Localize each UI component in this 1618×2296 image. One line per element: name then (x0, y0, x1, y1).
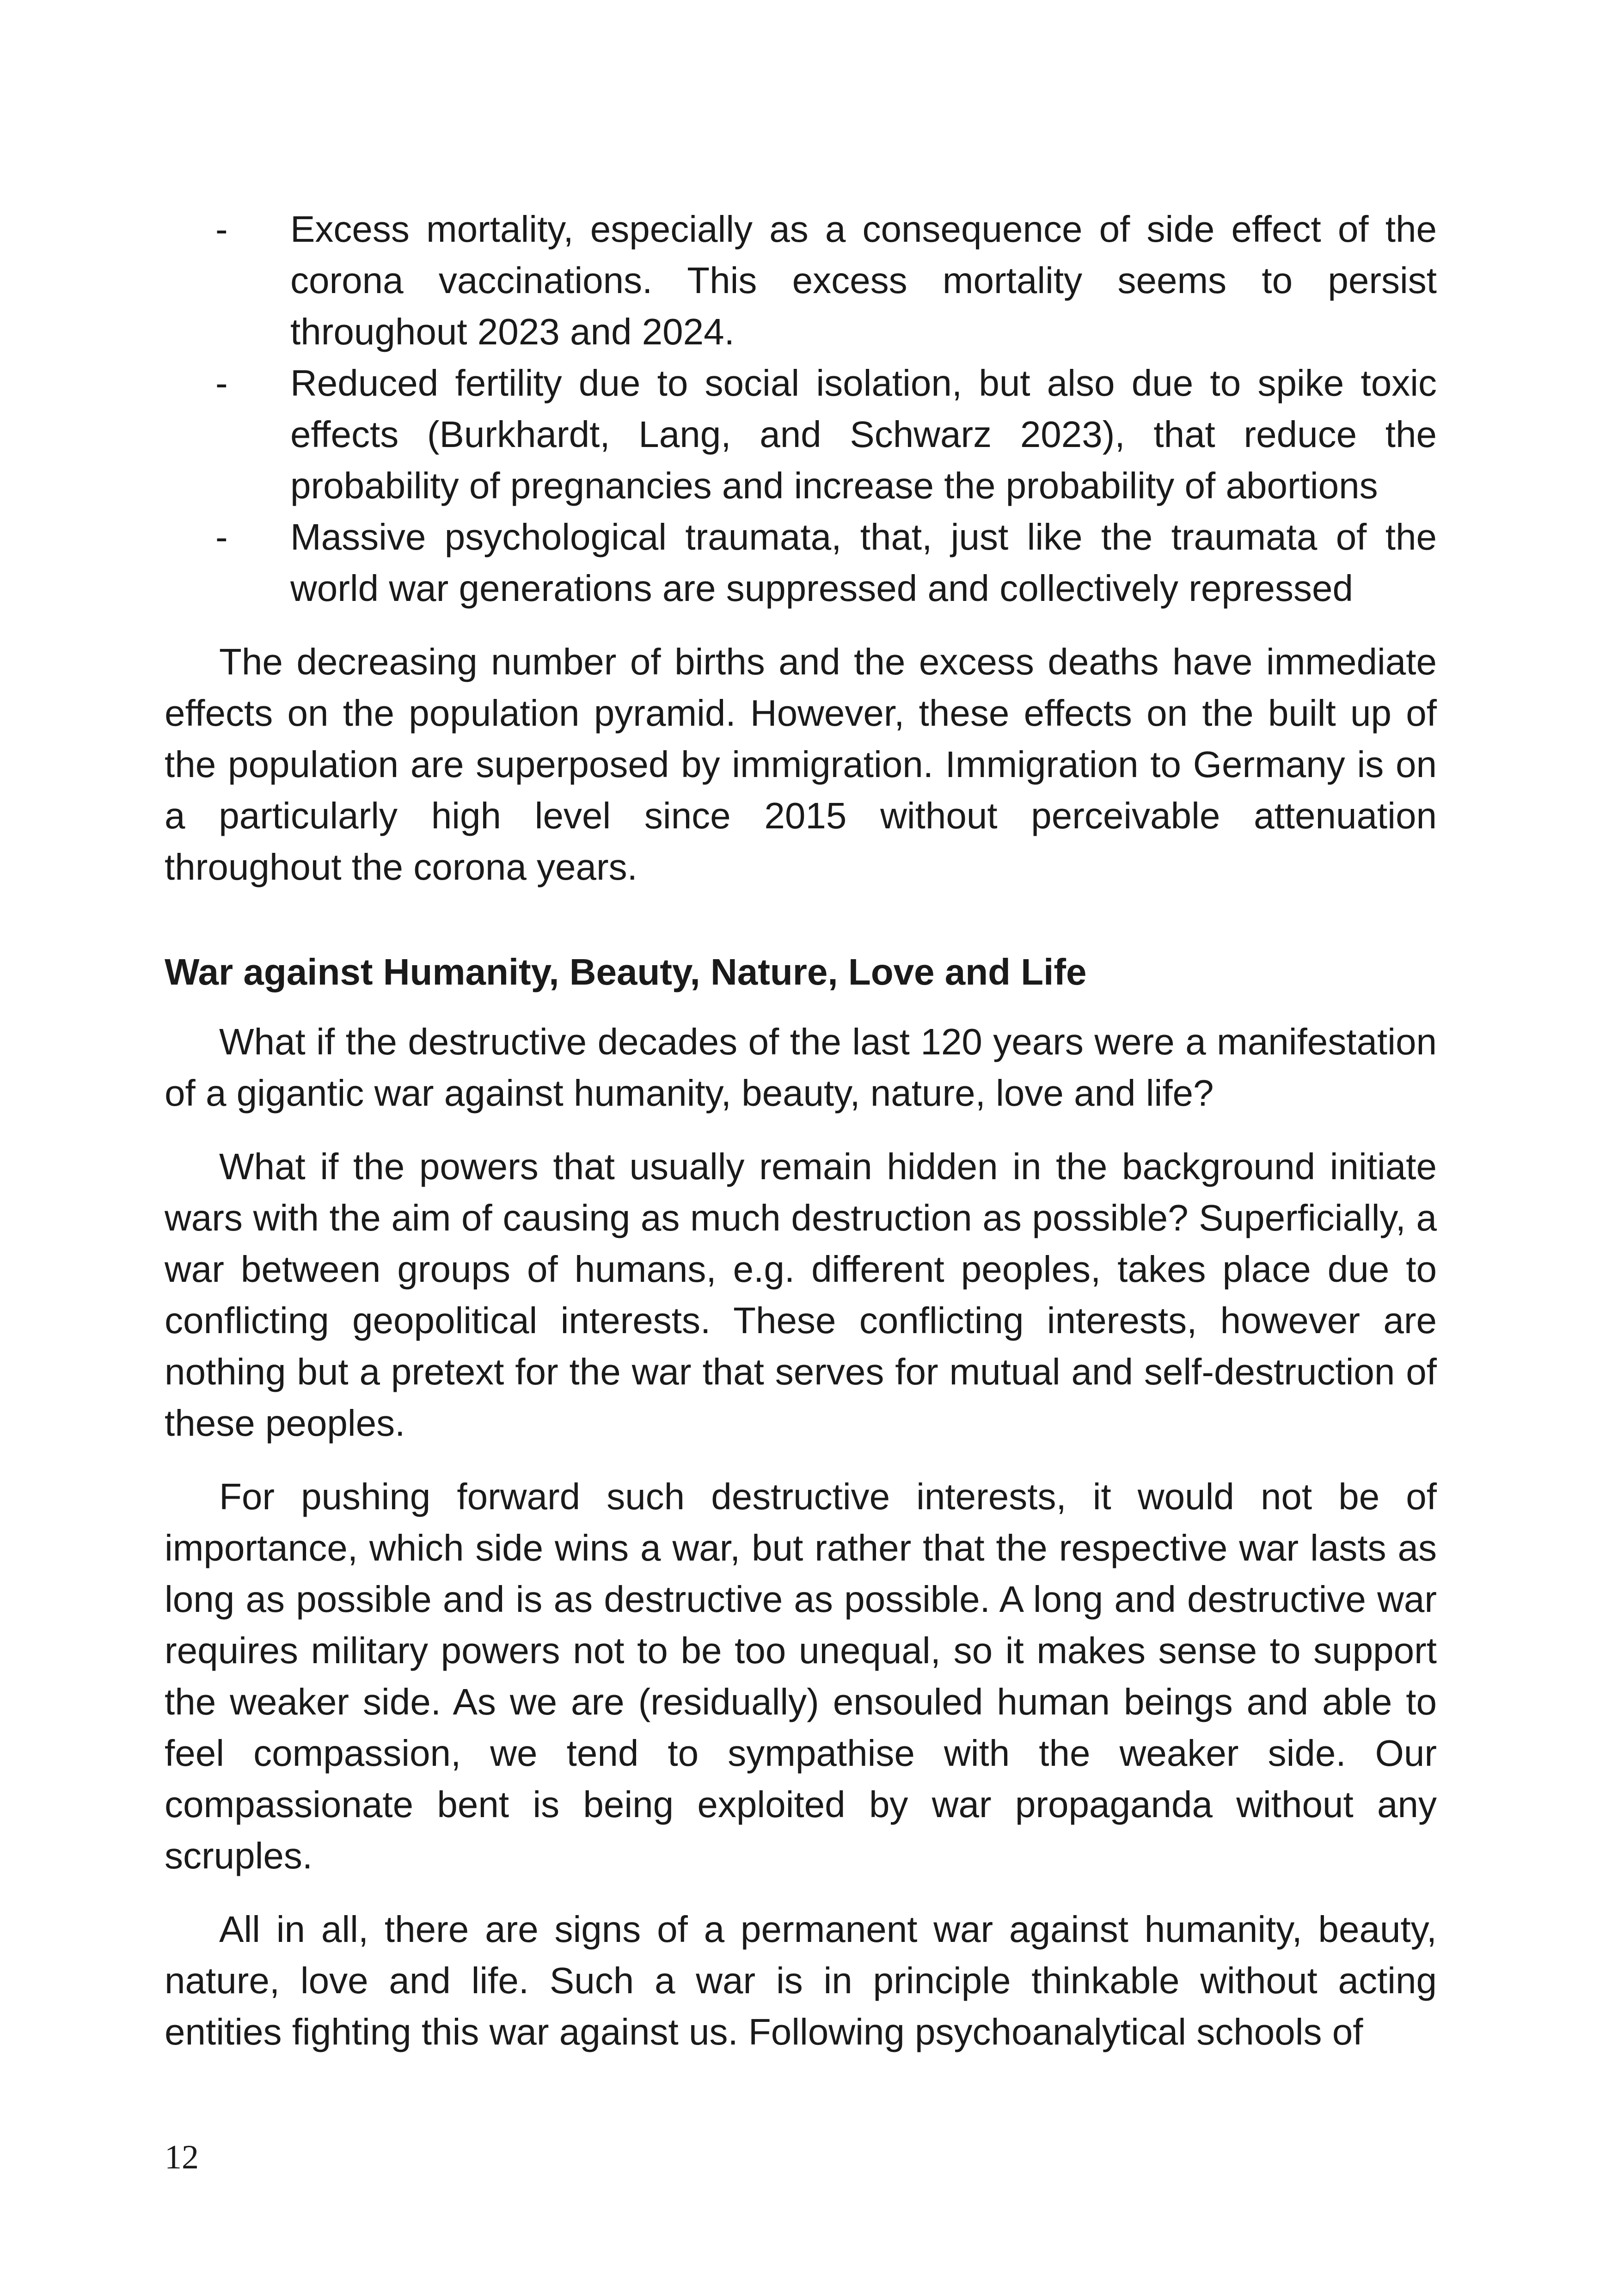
bullet-item (165, 511, 1437, 614)
bullet-item (165, 357, 1437, 511)
bullet-marker: - (215, 362, 228, 404)
bullet-item (165, 203, 1437, 357)
paragraph: All in all, there are signs of a permanent war against humanity, beauty, nature, love and life. Such a war is in principle thinkable without acting entities fighting this war against us. Following psychoanalytical schools of (165, 1909, 1437, 2052)
bullet-text: Excess mortality, especially as a consequence of side effect of the corona vaccinations. This excess mortality seems to persist throughout 2023 and 2024. (290, 208, 1437, 352)
paragraph: What if the powers that usually remain hidden in the background initiate wars with the aim of causing as much destruction as possible? Superficially, a war between groups of humans, e.g. different peoples, takes place due to conflicting geopolitical interests. These conflicting interests, however are nothing but a pretext for the war that serves for mutual and self-destruction of these peoples. (165, 1146, 1437, 1444)
bullet-marker: - (215, 208, 228, 250)
bullet-text: Massive psychological traumata, that, just like the traumata of the world war generations are suppressed and collectively repressed (290, 516, 1437, 609)
bullet-list (165, 203, 1437, 614)
bullet-text: Reduced fertility due to social isolation, but also due to spike toxic effects (Burkhardt, Lang, and Schwarz 2023), that reduce the probability of pregnancies and increase the probability of abortions (290, 362, 1437, 506)
paragraph-population: The decreasing number of births and the excess deaths have immediate effects on the population pyramid. However, these effects on the built up of the population are superposed by immigration. Immigration to Germany is on a particularly high level since 2015 without perceivable attenuation throughout the corona years. (165, 641, 1437, 888)
section-heading: War against Humanity, Beauty, Nature, Love and Life (165, 951, 1087, 992)
paragraph: For pushing forward such destructive interests, it would not be of importance, which side wins a war, but rather that the respective war lasts as long as possible and is as destructive as possible. A long and destructive war requires military powers not to be too unequal, so it makes sense to support the weaker side. As we are (residually) ensouled human beings and able to feel compassion, we tend to sympathise with the weaker side. Our compassionate bent is being exploited by war propaganda without any scruples. (165, 1476, 1437, 1876)
bullet-marker: - (215, 516, 228, 557)
page-number: 12 (165, 2138, 199, 2176)
body-text (165, 203, 1437, 2057)
paragraph: What if the destructive decades of the last 120 years were a manifestation of a gigantic war against humanity, beauty, nature, love and life? (165, 1021, 1437, 1114)
